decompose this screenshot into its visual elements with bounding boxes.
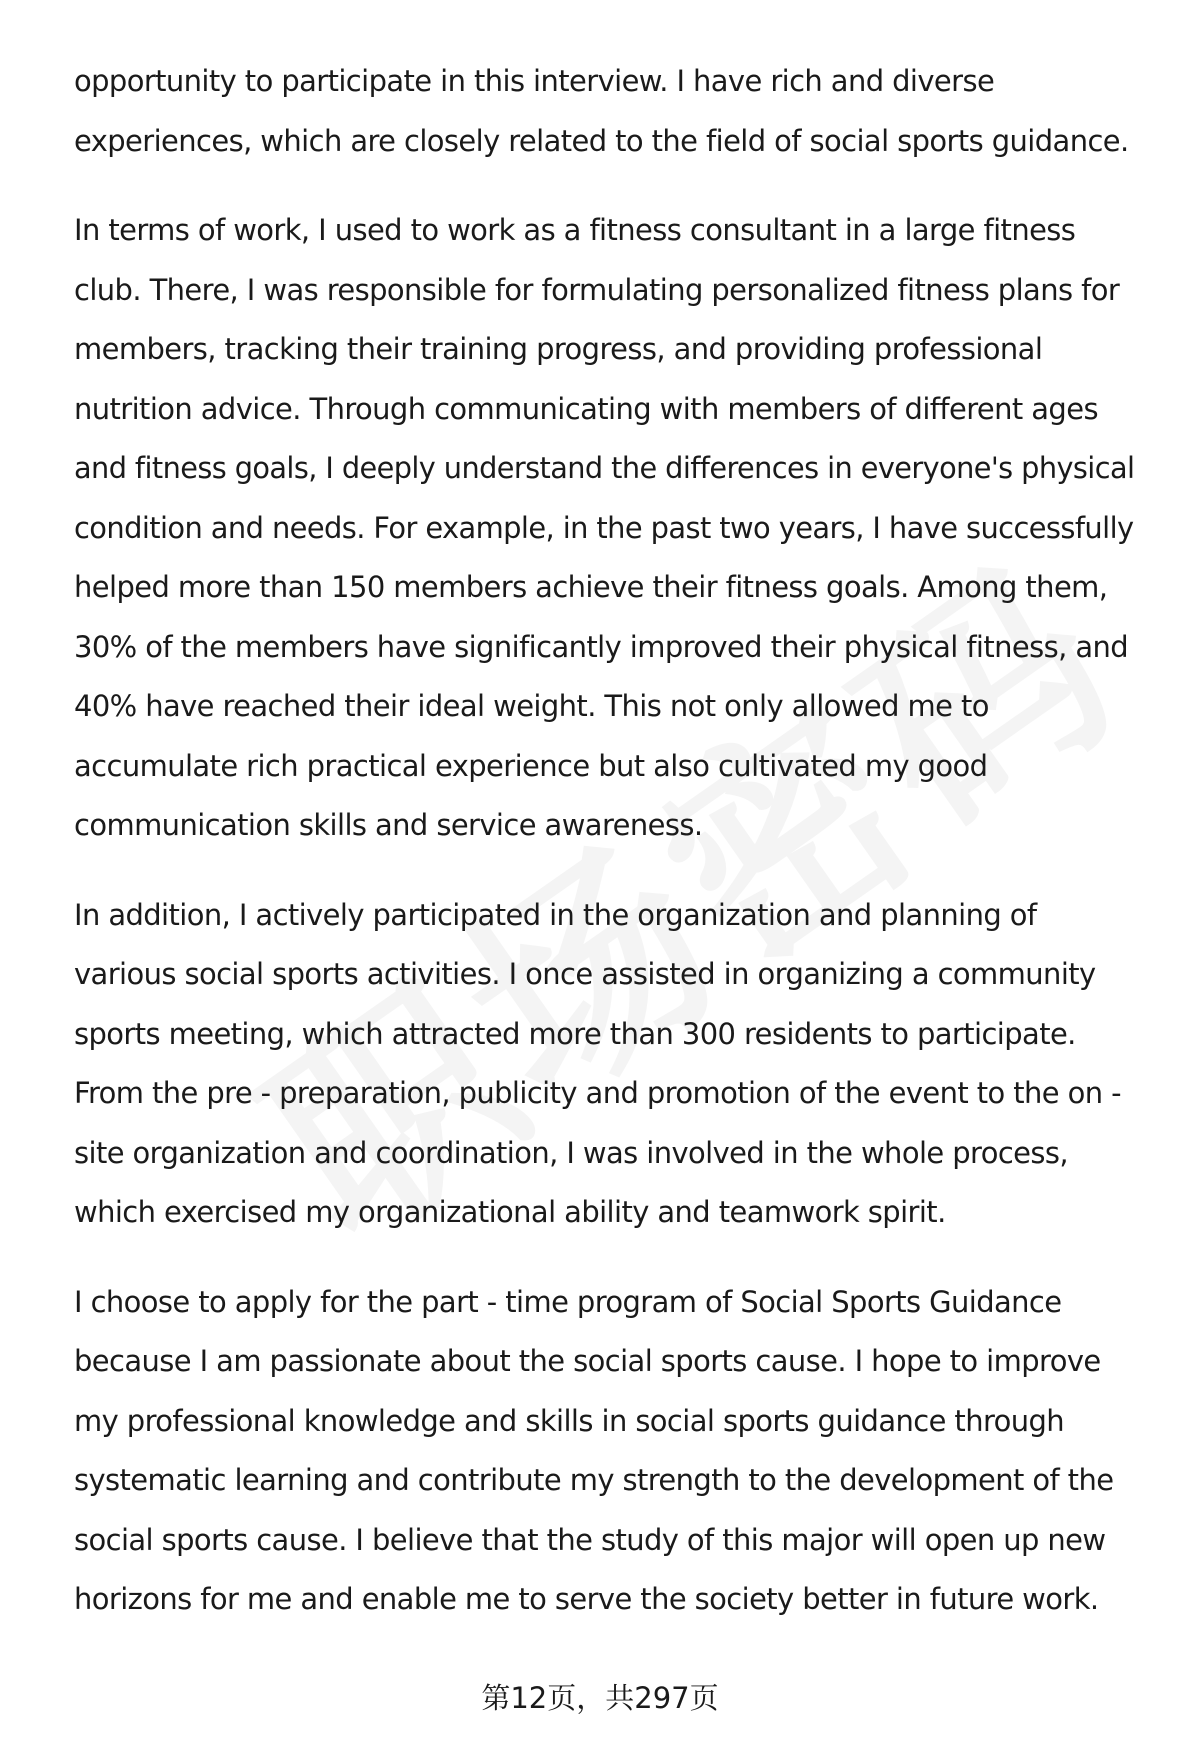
text-line: condition and needs. For example, in the past two years, I have successfully [74, 510, 1134, 545]
text-line: my professional knowledge and skills in social sports guidance through [74, 1403, 1065, 1438]
page-number-footer: 第12页，共297页 [481, 1681, 719, 1715]
text-line: and fitness goals, I deeply understand the differences in everyone's physical [74, 451, 1135, 485]
text-line: In addition, I actively participated in the organization and planning of [74, 897, 1037, 932]
text-line: various social sports activities. I once assisted in organizing a community [74, 957, 1096, 991]
text-line: sports meeting, which attracted more than 300 residents to participate. [74, 1016, 1076, 1051]
text-line: communication skills and service awareness. [74, 808, 703, 842]
paragraph-activities [74, 886, 1154, 1243]
text-line: experiences, which are closely related to the field of social sports guidance. [74, 123, 1129, 158]
text-line: members, tracking their training progress, and providing professional [74, 332, 1043, 366]
text-line: I choose to apply for the part - time program of Social Sports Guidance [74, 1284, 1062, 1319]
text-line: 30% of the members have significantly improved their physical fitness, and [74, 629, 1129, 664]
text-line: social sports cause. I believe that the study of this major will open up new [74, 1522, 1106, 1557]
document-body [74, 52, 1154, 1660]
text-line: nutrition advice. Through communicating with members of different ages [74, 391, 1098, 426]
text-line: club. There, I was responsible for formulating personalized fitness plans for [74, 272, 1120, 307]
paragraph-motivation [74, 1273, 1154, 1630]
text-line: helped more than 150 members achieve their fitness goals. Among them, [74, 570, 1108, 604]
text-line: In terms of work, I used to work as a fitness consultant in a large fitness [74, 213, 1076, 247]
text-line: horizons for me and enable me to serve the society better in future work. [74, 1582, 1099, 1616]
paragraph-work-experience [74, 201, 1154, 856]
paragraph-experience-intro [74, 52, 1154, 171]
text-line: 40% have reached their ideal weight. This not only allowed me to [74, 689, 989, 723]
text-line: From the pre - preparation, publicity and promotion of the event to the on - [74, 1076, 1121, 1110]
text-line: systematic learning and contribute my strength to the development of the [74, 1463, 1114, 1497]
text-line: opportunity to participate in this interview. I have rich and diverse [74, 64, 995, 98]
text-line: accumulate rich practical experience but also cultivated my good [74, 748, 988, 783]
text-line: because I am passionate about the social sports cause. I hope to improve [74, 1344, 1101, 1378]
text-line: site organization and coordination, I was involved in the whole process, [74, 1135, 1069, 1170]
text-line: which exercised my organizational ability and teamwork spirit. [74, 1195, 946, 1229]
